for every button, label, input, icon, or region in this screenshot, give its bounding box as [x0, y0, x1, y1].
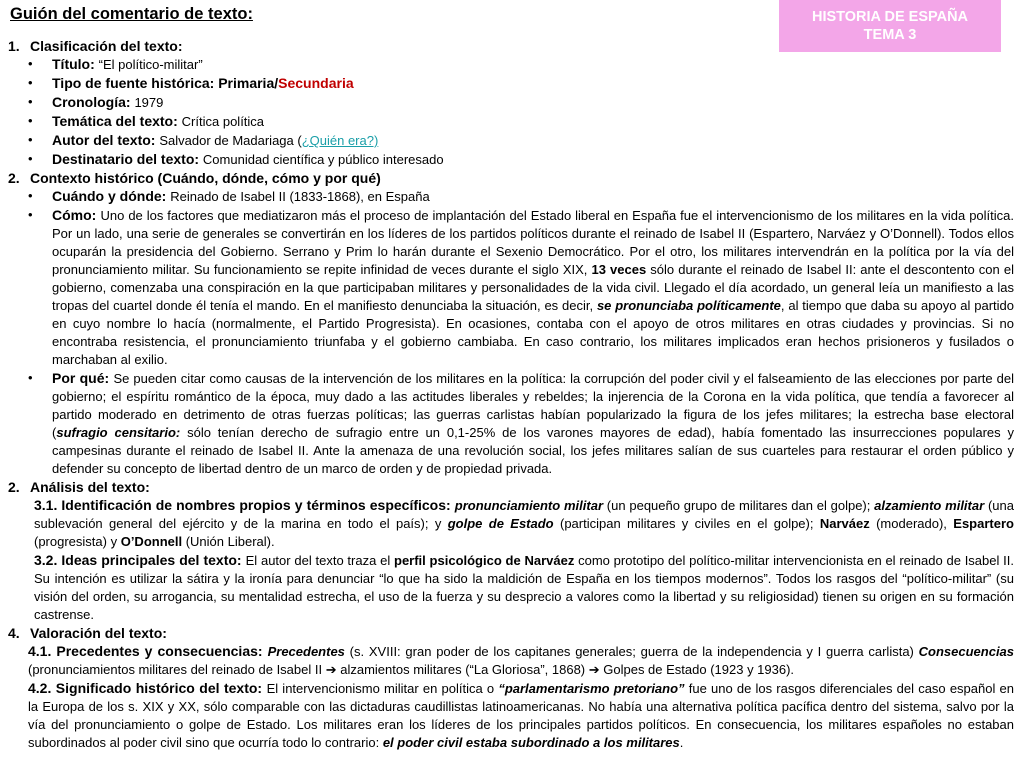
bullet-icon: •	[28, 75, 33, 90]
badge-subject: HISTORIA DE ESPAÑA	[811, 9, 969, 25]
list-item-tipo-fuente	[8, 74, 1014, 93]
paragraph-text: como prototipo del político-militar intervencionista en el reinado de Isabel II. Su intención es utilizar la sátira y la ironía para denunciar “lo que ha sido la maldición de España en los tiempos modernos”. Todos los rasgos del “político-militar” (su visión del orden, su arrogancia, su mentalidad estrecha, el uso de la fuerza y su desprecio a valores como la libertad y su religiosidad) tienen su origen en su formación castrense.	[34, 553, 1014, 622]
author-info-link[interactable]: ¿Quién era?)	[301, 133, 379, 148]
term-text: Precedentes	[267, 644, 345, 659]
emphasis-text: “parlamentarismo pretoriano”	[498, 681, 685, 696]
list-item-titulo	[8, 55, 1014, 74]
bullet-icon: •	[28, 151, 33, 166]
section-4-heading	[8, 624, 1014, 642]
paragraph-text: El intervencionismo militar en política o	[266, 681, 499, 696]
section-title: Análisis del texto:	[30, 479, 150, 495]
page-title: Guión del comentario de texto:	[10, 5, 253, 23]
item-label: Título:	[52, 56, 99, 72]
list-item-tematica	[8, 112, 1014, 131]
paragraph-text: (s. XVIII: gran poder de los capitanes generales; guerra de la independencia y I guerra carlista)	[344, 644, 919, 659]
term-text: pronunciamiento militar	[454, 498, 603, 513]
paragraph-text: (participan militares y civiles en el golpe);	[553, 516, 820, 531]
subsection-3-1	[8, 496, 1014, 551]
emphasis-text: sufragio censitario:	[56, 425, 181, 440]
paragraph-text: (una sublevación general del ejército y de la marina en todo el país); y	[34, 498, 1014, 531]
subsection-3-2	[8, 551, 1014, 624]
subsection-4-1	[8, 642, 1014, 679]
section-number: 4.	[8, 625, 20, 641]
section-2-heading	[8, 169, 1014, 187]
list-item-como	[8, 206, 1014, 369]
item-value: Comunidad científica y público interesado	[202, 152, 444, 167]
list-item-cronologia	[8, 93, 1014, 112]
section-number: 2.	[8, 479, 20, 495]
item-value: “El político-militar”	[98, 57, 203, 72]
emphasis-text: el poder civil estaba subordinado a los militares	[382, 735, 680, 750]
badge-topic: TEMA 3	[863, 27, 917, 43]
paragraph-text: fue uno de los rasgos diferenciales del caso español en la Europa de los s. XIX y XX, sólo comparable con las dictaduras caudillistas latinoamericanas. No había una alternativa política pacífica dentro del sistema, salvo por la vía del pronunciamiento o golpe de Estado. Los militares eran los líderes de los principales partidos políticos. En consecuencia, los militares españoles no estaban subordinados al poder civil sino que ocurría todo lo contrario:	[28, 681, 1015, 750]
list-item-autor	[8, 131, 1014, 150]
emphasis-text: 13 veces	[591, 262, 647, 277]
item-value: Crítica política	[181, 114, 265, 129]
section-title: Contexto histórico (Cuándo, dónde, cómo y por qué)	[30, 170, 381, 186]
paragraph-text: sólo tenían derecho de sufragio entre un 0,1-25% de los varones mayores de edad), había fomentado las insurrecciones populares y campesinas durante el reinado de Isabel II. Ante la amenaza de una revolución social, los jefes militares salían de sus cuarteles para restaurar el orden público y defender su concepto de libertad dentro de un marco de orden y de propiedad privada.	[52, 425, 1015, 476]
item-label: Autor del texto:	[52, 132, 160, 148]
bullet-icon: •	[28, 113, 33, 128]
item-label: Cuándo y dónde:	[52, 188, 171, 204]
subsection-label: 4.1. Precedentes y consecuencias:	[28, 643, 268, 659]
bullet-icon: •	[28, 207, 33, 222]
list-item-porque	[8, 369, 1014, 478]
item-label: Destinatario del texto:	[52, 151, 203, 167]
list-item-cuando	[8, 187, 1014, 206]
subsection-label: 3.2. Ideas principales del texto:	[34, 552, 246, 568]
section-title: Clasificación del texto:	[30, 38, 183, 54]
paragraph-text: sólo durante el reinado de Isabel II: ante el descontento con el gobierno, comenzaba una conspiración en la que participaban militares y personalidades de la vida civil. Llegado el día acordado, un general leía un manifiesto a las tropas del cuartel donde él tenía el mando. En el manifiesto denunciaba la situación, es decir,	[52, 262, 1014, 313]
section-title: Valoración del texto:	[30, 625, 167, 641]
paragraph-text: (pronunciamientos militares del reinado de Isabel II ➔ alzamientos militares (“La Gloriosa”, 1868) ➔ Golpes de Estado (1923 y 1936).	[28, 662, 795, 677]
bullet-icon: •	[28, 94, 33, 109]
item-label: Temática del texto:	[52, 113, 182, 129]
item-value-highlight: Secundaria	[278, 75, 354, 91]
paragraph-text: (Unión Liberal).	[182, 534, 275, 549]
term-text: Consecuencias	[918, 644, 1015, 659]
term-text: golpe de Estado	[447, 516, 554, 531]
section-3-heading	[8, 478, 1014, 496]
paragraph-text: Se pueden citar como causas de la intervención de los militares en la política: la corrupción del poder civil y el falseamiento de las elecciones por parte del gobierno; el espíritu romántico de la época, muy dado a las actitudes liberales y rebeldes; la injerencia de la Corona en la vida política, que tendía a favorecer al partido moderado en detrimento de otras fuerzas políticas; las guerras carlistas habían popularizado la figura de los jefes militares; la estrecha base electoral (	[52, 371, 1014, 440]
paragraph-text: (moderado),	[869, 516, 954, 531]
subsection-label: 4.2. Significado histórico del texto:	[28, 680, 267, 696]
bullet-icon: •	[28, 56, 33, 71]
bullet-icon: •	[28, 370, 33, 385]
section-number: 1.	[8, 38, 20, 54]
subsection-label: 3.1. Identificación de nombres propios y términos específicos:	[34, 497, 455, 513]
term-text: alzamiento militar	[874, 498, 985, 513]
paragraph-text: Uno de los factores que mediatizaron más el proceso de implantación del Estado liberal en España fue el intervencionismo de los militares en la vida política. Por un lado, una serie de generales se convertirán en los líderes de los partidos políticos durante el reinado de Isabel II (Espartero, Narváez y O’Donnell). Todos ellos ocuparán la presidencia del Gobierno. Serrano y Prim lo harán durante el Sexenio Democrático. Por el otro, los militares intervendrán en la política por la vía del pronunciamiento militar. Su funcionamiento se repite infinidad de veces durante el siglo XIX,	[52, 208, 1014, 277]
paragraph-text: (un pequeño grupo de militares dan el golpe);	[603, 498, 875, 513]
name-text: O’Donnell	[120, 534, 183, 549]
item-label: Tipo de fuente histórica: Primaria/	[52, 75, 279, 91]
paragraph-text: (progresista) y	[34, 534, 121, 549]
paragraph-text: El autor del texto traza el	[245, 553, 394, 568]
item-value: 1979	[134, 95, 164, 110]
section-1-heading	[8, 37, 1014, 55]
section-number: 2.	[8, 170, 20, 186]
bullet-icon: •	[28, 132, 33, 147]
name-text: Narváez	[819, 516, 870, 531]
emphasis-text: se pronunciaba políticamente	[596, 298, 781, 313]
item-value: Salvador de Madariaga (	[159, 133, 302, 148]
item-label: Cronología:	[52, 94, 135, 110]
subsection-4-2	[8, 679, 1014, 752]
bullet-icon: •	[28, 188, 33, 203]
name-text: Espartero	[953, 516, 1014, 531]
item-label: Cómo:	[52, 207, 101, 223]
list-item-destinatario	[8, 150, 1014, 169]
item-label: Por qué:	[52, 370, 114, 386]
item-value: Reinado de Isabel II (1833-1868), en España	[170, 189, 430, 204]
paragraph-text: , al tiempo que daba su apoyo al partido en cuyo nombre lo hacía (normalmente, el Partido Progresista). En ocasiones, contaba con el apoyo de otros militares en otras ciudades y provincias. Si no encontraba resistencia, el pronunciamiento triunfaba y el gobierno cambiaba. En caso contrario, los militares implicados eran hechos prisioneros y fusilados o marchaban al exilio.	[52, 298, 1014, 367]
document-body	[8, 37, 1014, 752]
emphasis-text: perfil psicológico de Narváez	[394, 553, 575, 568]
paragraph-text: .	[679, 735, 684, 750]
